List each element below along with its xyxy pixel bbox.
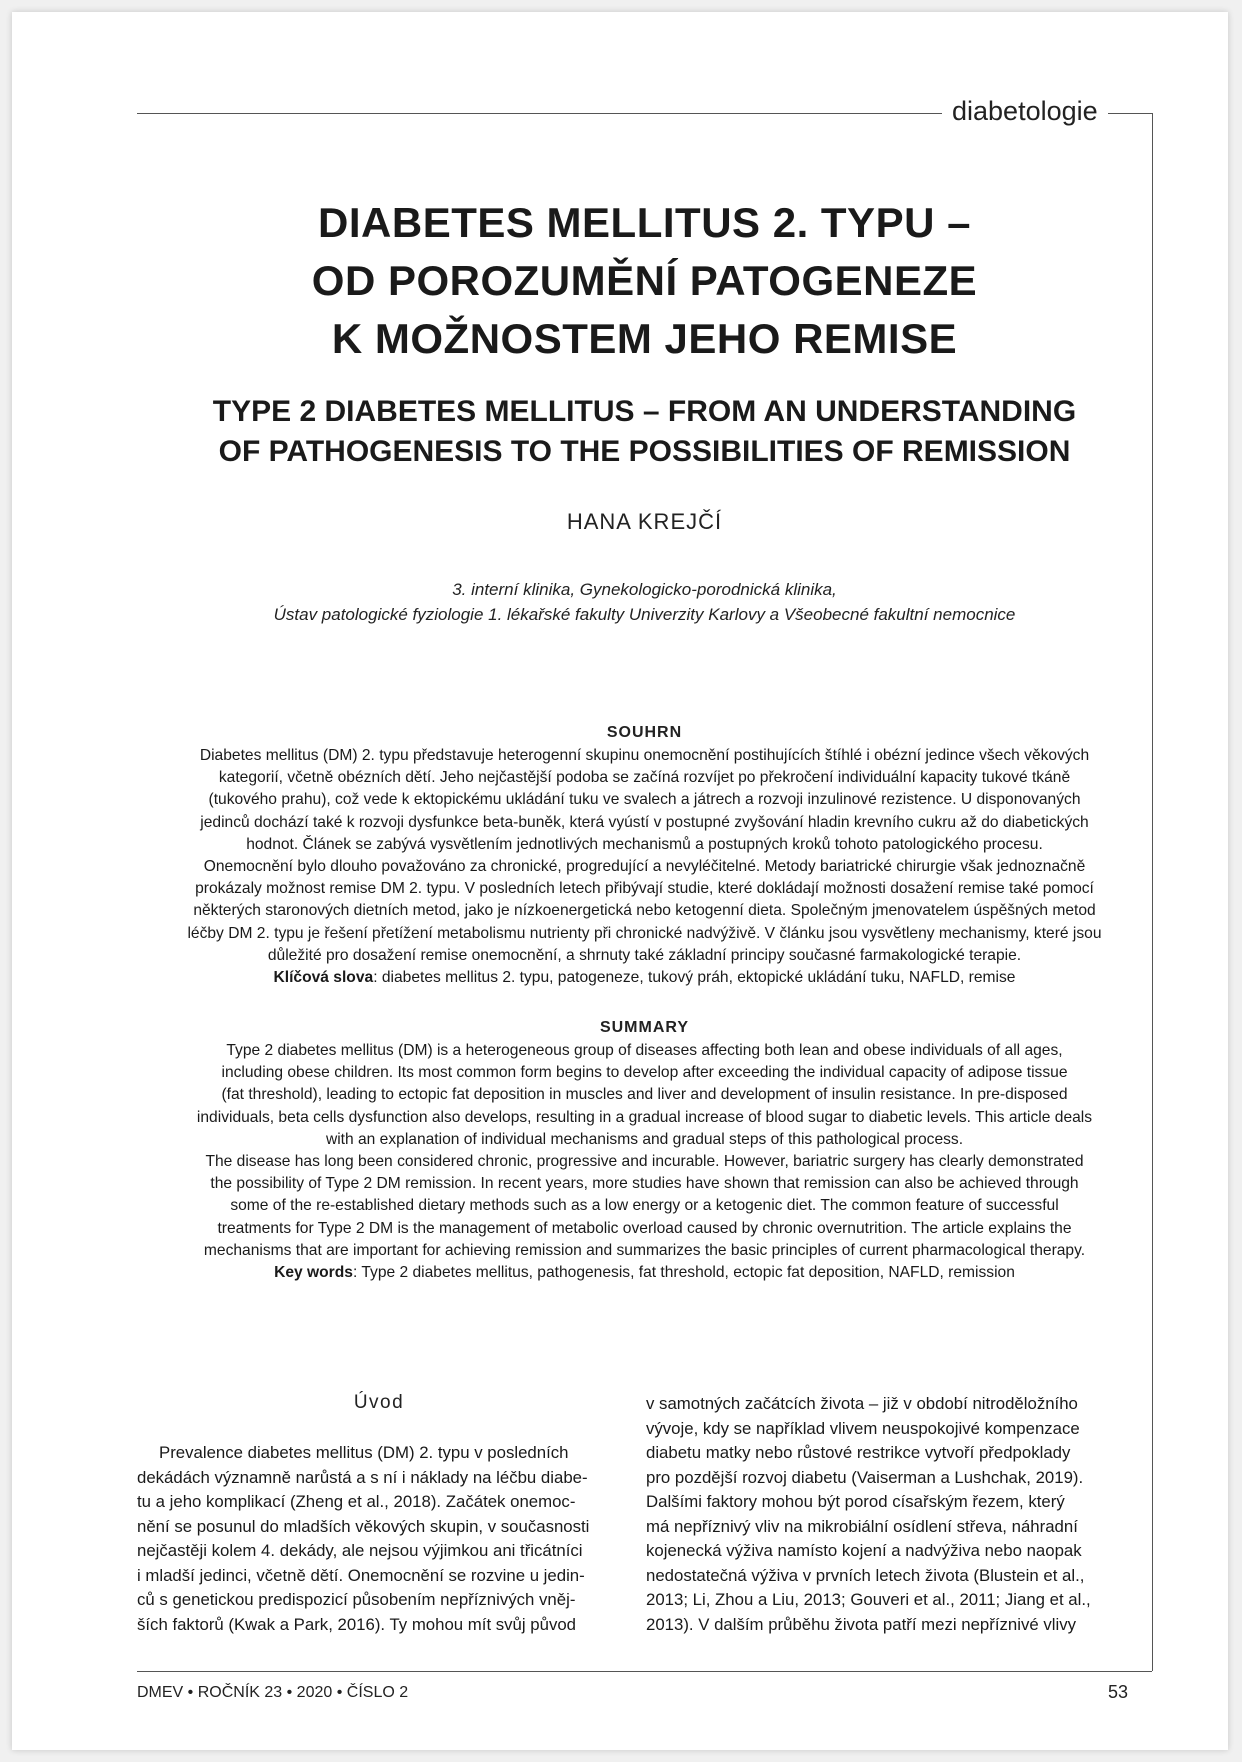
abstract-line: prokázaly možnost remise DM 2. typu. V posledních letech přibývají studie, které dokládají možnosti dosažení remise také pomocí xyxy=(195,880,1094,898)
abstract-line: (fat threshold), leading to ectopic fat deposition in muscles and liver and development of insulin resistance. In pre-disposed xyxy=(221,1086,1068,1104)
abstract-line: jedinců dochází také k rozvoji dysfunkce beta-buněk, která vyústí v postupné zvyšování hladin krevního cukru až do diabetických xyxy=(200,813,1089,831)
abstract-line: individuals, beta cells dysfunction also develops, resulting in a gradual increase of blood sugar to diabetic levels. This article deals xyxy=(196,1108,1093,1126)
abstract-line: hodnot. Článek se zabývá vysvětlením jednotlivých mechanismů a postupných kroků tohoto patologického procesu. xyxy=(246,835,1043,853)
affiliation-line: Ústav patologické fyziologie 1. lékařské fakulty Univerzity Karlovy a Všeobecné fakultní nemocnice xyxy=(273,605,1016,624)
journal-footer: DMEV • ROČNÍK 23 • 2020 • ČÍSLO 2 xyxy=(137,1684,409,1701)
body-line: ších faktorů (Kwak a Park, 2016). Ty mohou mít svůj původ xyxy=(137,1614,576,1634)
body-line: tu a jeho komplikací (Zheng et al., 2018). Začátek onemoc- xyxy=(137,1492,576,1511)
body-line: v samotných začátcích života – již v období nitroděložního xyxy=(646,1394,1078,1413)
section-label: diabetologie xyxy=(942,96,1108,127)
keywords-label: Key words xyxy=(274,1264,353,1282)
author-name: HANA KREJČÍ xyxy=(566,509,723,534)
body-line: 2013). V dalším průběhu života patří mezi nepříznivé vlivy xyxy=(646,1614,1076,1634)
body-line: Prevalence diabetes mellitus (DM) 2. typu v posledních xyxy=(159,1443,569,1462)
abstract-line: kategorií, včetně obézních dětí. Jeho nejčastější podoba se začíná rozvíjet po překročení individuální kapacity tukové tkáně xyxy=(218,769,1071,787)
abstract-line: některých staronových dietních metod, jako je nízkoenergetická nebo ketogenní dieta. Společným jmenovatelem úspěšných metod xyxy=(193,902,1096,920)
title-english-line: TYPE 2 DIABETES MELLITUS – FROM AN UNDERSTANDING xyxy=(212,395,1077,428)
abstract-line: léčby DM 2. typu je řešení přetížení metabolismu nutrienty při chronické nadvýživě. V článku jsou vysvětleny mechanismy, které jsou xyxy=(187,924,1102,942)
abstract-line: some of the re-established dietary methods such as a low energy or a ketogenic diet. The common feature of successful xyxy=(230,1197,1059,1215)
body-line: Dalšími faktory mohou být porod císařským řezem, který xyxy=(646,1492,1065,1511)
body-line: nění se posunul do mladších věkových skupin, v současnosti xyxy=(137,1516,590,1536)
page-sheet xyxy=(12,12,1228,1750)
abstract-line: mechanisms that are important for achieving remission and summarizes the basic principles of current pharmacological therapy. xyxy=(203,1241,1086,1259)
keywords-text: : diabetes mellitus 2. typu, patogeneze, tukový práh, ektopické ukládání tuku, NAFLD, remise xyxy=(373,969,1016,987)
keywords-line xyxy=(137,1262,1152,1284)
title-english-line: OF PATHOGENESIS TO THE POSSIBILITIES OF REMISSION xyxy=(218,435,1071,468)
body-line: vývoje, kdy se například vlivem neuspokojivé kompenzace xyxy=(646,1418,1080,1438)
footer-rule xyxy=(137,1671,1152,1672)
page-number: 53 xyxy=(1107,1682,1128,1702)
body-line: má nepříznivý vliv na mikrobiální osídlení střeva, náhradní xyxy=(646,1516,1078,1536)
abstract-line: treatments for Type 2 DM is the management of metabolic overload caused by chronic overnutrition. The article explains the xyxy=(217,1219,1072,1237)
affiliation xyxy=(137,577,1152,627)
body-line: nedostatečná výživa v prvních letech života (Blustein et al., xyxy=(646,1565,1085,1585)
abstract-line: Diabetes mellitus (DM) 2. typu představuje heterogenní skupinu onemocnění postihujících štíhlé i obézní jedince všech věkových xyxy=(199,747,1090,764)
affiliation-line: 3. interní klinika, Gynekologicko-porodnická klinika, xyxy=(452,580,837,599)
title-czech-line: K MOŽNOSTEM JEHO REMISE xyxy=(331,315,958,362)
body-line: kojenecká výživa namísto kojení a nadvýživa nebo naopak xyxy=(646,1541,1082,1560)
frame-right-border xyxy=(1152,113,1153,1671)
body-line: diabetu matky nebo růstové restrikce vytvoří předpoklady xyxy=(646,1443,1071,1462)
abstract-line: důležité pro dosažení remise onemocnění, a shrnuty také základní principy současné farmakologické terapie. xyxy=(267,946,1022,964)
body-line: i mladší jedinci, včetně dětí. Onemocnění se rozvine u jedin- xyxy=(137,1565,585,1585)
abstract-line: the possibility of Type 2 DM remission. In recent years, more studies have shown that remission can also be achieved through xyxy=(210,1175,1079,1193)
summary-heading: SUMMARY xyxy=(599,1019,690,1036)
body-line: nejčastěji kolem 4. dekády, ale nejsou výjimkou ani třicátníci xyxy=(137,1541,583,1560)
abstract-line: Type 2 diabetes mellitus (DM) is a heterogeneous group of diseases affecting both lean and obese individuals of all ages, xyxy=(226,1042,1063,1059)
abstract-line: The disease has long been considered chronic, progressive and incurable. However, bariatric surgery has clearly demonstrated xyxy=(205,1153,1084,1171)
body-line: dekádách významně narůstá a s ní i náklady na léčbu diabe- xyxy=(137,1467,588,1487)
abstract-line: with an explanation of individual mechanisms and gradual steps of this pathological process. xyxy=(325,1130,964,1148)
body-column-left xyxy=(137,1441,621,1637)
souhrn-heading: SOUHRN xyxy=(606,724,683,741)
section-heading-uvod: Úvod xyxy=(353,1392,405,1413)
abstract-line: (tukového prahu), což vede k ektopickému ukládání tuku ve svalech a játrech a rozvoji inzulinové rezistence. U disponovaných xyxy=(208,791,1081,809)
body-column-right xyxy=(646,1392,1130,1637)
souhrn-abstract xyxy=(137,745,1152,989)
title-czech-line: OD POROZUMĚNÍ PATOGENEZE xyxy=(311,257,978,304)
summary-abstract xyxy=(137,1040,1152,1284)
keywords-line xyxy=(137,967,1152,989)
abstract-line: including obese children. Its most common form begins to develop after exceeding the individual capacity of adipose tissue xyxy=(221,1064,1068,1082)
title-czech xyxy=(137,194,1152,368)
body-line: pro pozdější rozvoj diabetu (Vaiserman a Lushchak, 2019). xyxy=(646,1467,1084,1487)
keywords-label: Klíčová slova xyxy=(273,969,374,987)
keywords-text: : Type 2 diabetes mellitus, pathogenesis, fat threshold, ectopic fat deposition, NAFLD, remission xyxy=(352,1264,1015,1282)
title-english xyxy=(137,392,1152,472)
body-line: 2013; Li, Zhou a Liu, 2013; Gouveri et al., 2011; Jiang et al., xyxy=(646,1590,1091,1609)
abstract-line: Onemocnění bylo dlouho považováno za chronické, progredující a nevyléčitelné. Metody bariatrické chirurgie však jednoznačně xyxy=(203,858,1086,876)
title-czech-line: DIABETES MELLITUS 2. TYPU – xyxy=(318,199,971,246)
body-line: ců s genetickou predispozicí působením nepříznivých vněj- xyxy=(137,1590,576,1609)
